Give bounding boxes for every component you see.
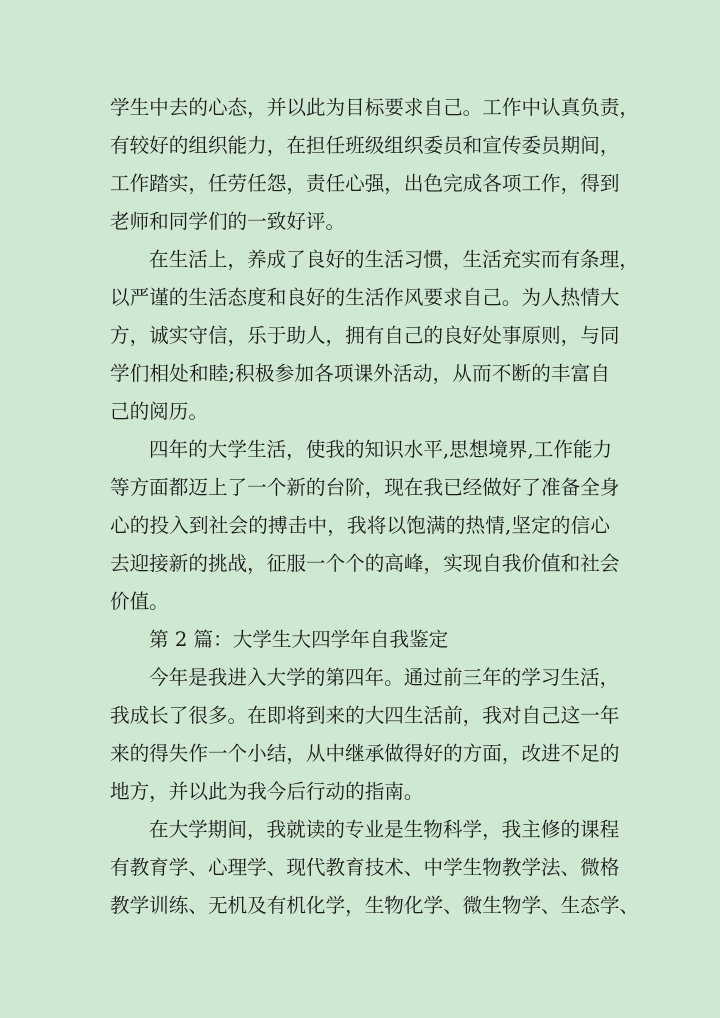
text-line: 己的阅历。 (110, 400, 208, 423)
text-line: 来的得失作一个小结，从中继承做得好的方面，改进不足的 (110, 742, 620, 765)
text-line: 四年的大学生活，使我的知识水平,思想境界,工作能力 (149, 438, 613, 461)
text-line: 学生中去的心态，并以此为目标要求自己。工作中认真负责， (110, 96, 640, 119)
text-line: 教学训练、无机及有机化学，生物化学、微生物学、生态学、 (110, 894, 640, 917)
text-line: 心的投入到社会的搏击中，我将以饱满的热情,坚定的信心 (110, 514, 610, 537)
text-line: 在生活上，养成了良好的生活习惯，生活充实而有条理， (149, 248, 639, 271)
text-line: 工作踏实，任劳任怨，责任心强，出色完成各项工作，得到 (110, 172, 620, 195)
text-line: 等方面都迈上了一个新的台阶，现在我已经做好了准备全身 (110, 476, 620, 499)
text-line: 地方，并以此为我今后行动的指南。 (110, 780, 424, 803)
text-line: 方，诚实守信，乐于助人，拥有自己的良好处事原则，与同 (110, 324, 620, 347)
text-line: 以严谨的生活态度和良好的生活作风要求自己。为人热情大 (110, 286, 620, 309)
text-line: 去迎接新的挑战，征服一个个的高峰，实现自我价值和社会 (110, 552, 620, 575)
text-line: 有较好的组织能力，在担任班级组织委员和宣传委员期间， (110, 134, 620, 157)
text-line: 今年是我进入大学的第四年。通过前三年的学习生活， (149, 666, 620, 689)
text-line: 老师和同学们的一致好评。 (110, 210, 346, 233)
text-line: 在大学期间，我就读的专业是生物科学，我主修的课程 (149, 818, 620, 841)
text-line: 我成长了很多。在即将到来的大四生活前，我对自己这一年 (110, 704, 620, 727)
text-line: 有教育学、心理学、现代教育技术、中学生物教学法、微格 (110, 856, 620, 879)
text-line: 价值。 (110, 590, 169, 613)
text-line: 学们相处和睦;积极参加各项课外活动，从而不断的丰富自 (110, 362, 610, 385)
section-heading: 第 2 篇：大学生大四学年自我鉴定 (149, 628, 449, 651)
document-page (110, 89, 640, 925)
